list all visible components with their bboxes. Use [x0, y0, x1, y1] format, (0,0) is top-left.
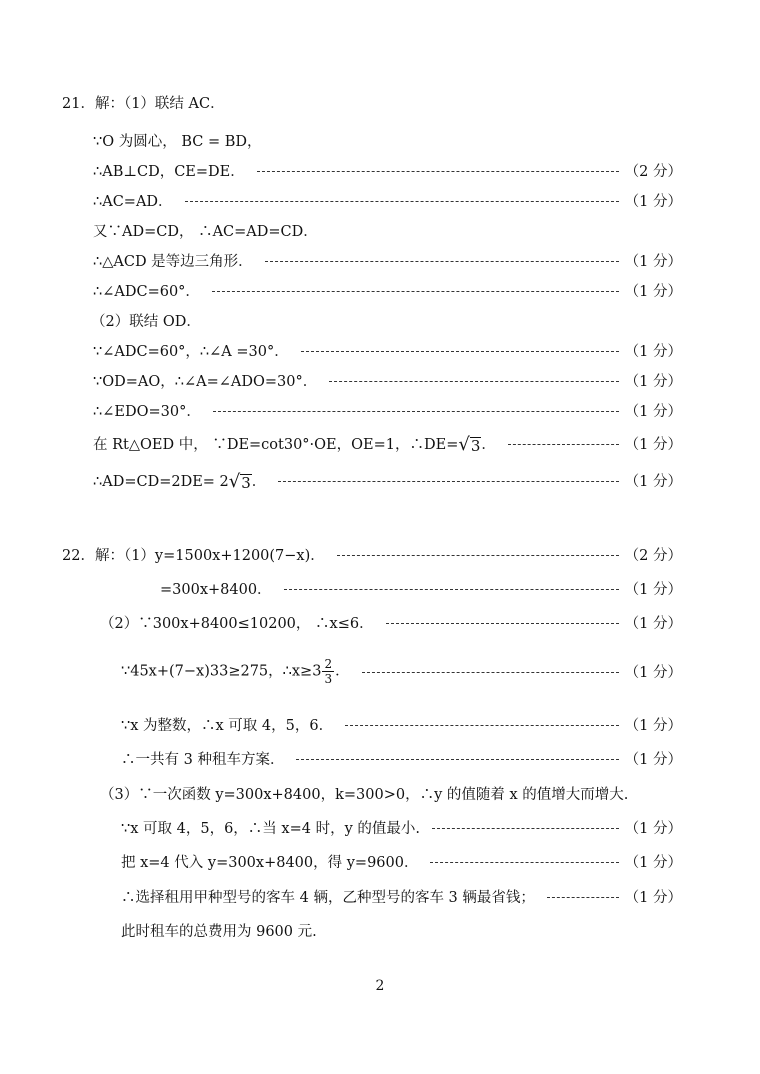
score-label: （1 分） [624, 343, 682, 360]
q21-line-3-text: ∴AC=AD． [93, 193, 173, 210]
q21-line-11 [93, 431, 682, 455]
q21-line-3 [93, 188, 682, 212]
fraction-denominator: 3 [324, 671, 333, 686]
fraction-numerator: 2 [324, 656, 333, 671]
score-label: （1 分） [624, 193, 682, 210]
score-label: （1 分） [624, 615, 682, 632]
q21-line-4 [93, 218, 682, 242]
dotted-leader [265, 261, 619, 262]
q21-line-6-text: ∴∠ADC=60°． [93, 283, 200, 300]
q22-line-11-text: 此时租车的总费用为 9600 元. [121, 923, 317, 940]
dotted-leader [278, 481, 618, 482]
dotted-leader [212, 291, 619, 292]
q21-line-7 [91, 308, 682, 332]
q22-line-4 [121, 653, 682, 689]
score-label: （1 分） [624, 751, 682, 768]
q22-line-2 [160, 576, 682, 600]
score-label: （1 分） [624, 373, 682, 390]
sqrt-expression [458, 433, 481, 455]
q21-line-12-prefix: ∴AD=CD=2DE= 2 [93, 473, 229, 490]
q21-line-10-text: ∴∠EDO=30°． [93, 403, 201, 420]
q21-line-5-text: ∴△ACD 是等边三角形． [93, 253, 253, 270]
q21-line-2 [93, 158, 682, 182]
dotted-leader [432, 828, 619, 829]
score-label: （1 分） [624, 473, 682, 490]
dotted-leader [185, 201, 619, 202]
q21-line-4-text: 又∵AD=CD， ∴AC=AD=CD． [93, 223, 318, 240]
q22-line-7-text: （3）∵一次函数 y=300x+8400，k=300>0，∴y 的值随着 x 的值增大而增大. [100, 786, 629, 803]
q22-line-1 [62, 542, 682, 566]
q22-line-8-text: ∵x 可取 4，5，6，∴当 x=4 时，y 的值最小. [121, 820, 420, 837]
dotted-leader [284, 589, 619, 590]
dotted-leader [508, 444, 619, 445]
score-label: （1 分） [624, 253, 682, 270]
q22-line-3-text: （2）∵300x+8400≤10200， ∴x≤6． [100, 615, 374, 632]
dotted-leader [337, 555, 619, 556]
q21-line-5 [93, 248, 682, 272]
dotted-leader [329, 381, 618, 382]
q21-line-1-text: ∵O 为圆心， BC = BD， [93, 133, 262, 150]
q21-line-2-text: ∴AB⊥CD，CE=DE． [93, 163, 245, 180]
q21-line-8-text: ∵∠ADC=60°，∴∠A =30°． [93, 343, 289, 360]
dotted-leader [430, 862, 618, 863]
q22-line-4-suffix: ． [335, 663, 350, 679]
score-label: （2 分） [624, 547, 682, 564]
q21-line-12-text [93, 470, 274, 491]
q22-line-6-text: ∴一共有 3 种租车方案． [121, 751, 285, 768]
q22-line-9-text: 把 x=4 代入 y=300x+8400，得 y=9600． [121, 854, 419, 871]
dotted-leader [257, 171, 619, 172]
radical-sign: √ [458, 433, 470, 455]
q22-line-7 [100, 781, 682, 805]
q22-line-4-text [121, 657, 358, 686]
radicand: 3 [241, 473, 251, 492]
q21-heading-text: 21．解：（1）联结 AC． [62, 95, 225, 112]
dotted-leader [301, 351, 619, 352]
dotted-leader [362, 672, 619, 673]
radicand: 3 [470, 436, 481, 455]
q22-line-5-text: ∵x 为整数，∴x 可取 4，5，6． [121, 717, 334, 734]
dotted-leader [296, 759, 618, 760]
score-label: （1 分） [624, 854, 682, 871]
q21-line-12 [93, 468, 682, 492]
sqrt-expression [228, 470, 252, 492]
q22-line-10-text: ∴选择租用甲种型号的客车 4 辆，乙种型号的客车 3 辆最省钱； [121, 889, 535, 906]
q21-line-9-text: ∵OD=AO，∴∠A=∠ADO=30°． [93, 373, 318, 390]
score-label: （1 分） [624, 436, 682, 453]
q22-line-4-prefix: ∵45x+(7−x)33≥275，∴x≥3 [121, 663, 322, 679]
score-label: （1 分） [624, 664, 682, 681]
fraction [322, 657, 334, 686]
q21-line-8 [93, 338, 682, 362]
q22-line-6 [121, 746, 682, 770]
q22-line-8 [121, 815, 682, 839]
dotted-leader [345, 725, 619, 726]
score-label: （1 分） [624, 717, 682, 734]
score-label: （1 分） [624, 403, 682, 420]
q22-line-11 [121, 918, 682, 942]
score-label: （1 分） [624, 283, 682, 300]
q21-line-10 [93, 398, 682, 422]
q21-line-12-suffix: ． [251, 473, 267, 490]
q22-line-9 [121, 849, 682, 873]
q21-line-1 [93, 128, 682, 152]
dotted-leader [547, 897, 619, 898]
q21-line-9 [93, 368, 682, 392]
score-label: （2 分） [624, 163, 682, 180]
dotted-leader [213, 411, 619, 412]
q22-line-5 [121, 712, 682, 736]
score-label: （1 分） [624, 581, 682, 598]
page-number: 2 [375, 978, 385, 994]
radical-sign: √ [228, 470, 241, 492]
q22-line-2-text: =300x+8400． [160, 581, 272, 598]
q21-line-11-text [93, 433, 504, 454]
q21-line-6 [93, 278, 682, 302]
q21-line-11-prefix: 在 Rt△OED 中， ∵DE=cot30°·OE，OE=1，∴DE= [93, 436, 459, 453]
q22-line-3 [100, 610, 682, 634]
q22-line-1-text: 22．解：（1）y=1500x+1200(7−x)． [62, 547, 325, 564]
score-label: （1 分） [624, 820, 682, 837]
score-label: （1 分） [624, 889, 682, 906]
q22-line-10 [121, 884, 682, 908]
dotted-leader [386, 623, 619, 624]
q21-line-11-suffix: ． [481, 436, 496, 453]
q21-line-7-text: （2）联结 OD． [91, 313, 201, 330]
q21-heading [62, 90, 682, 114]
